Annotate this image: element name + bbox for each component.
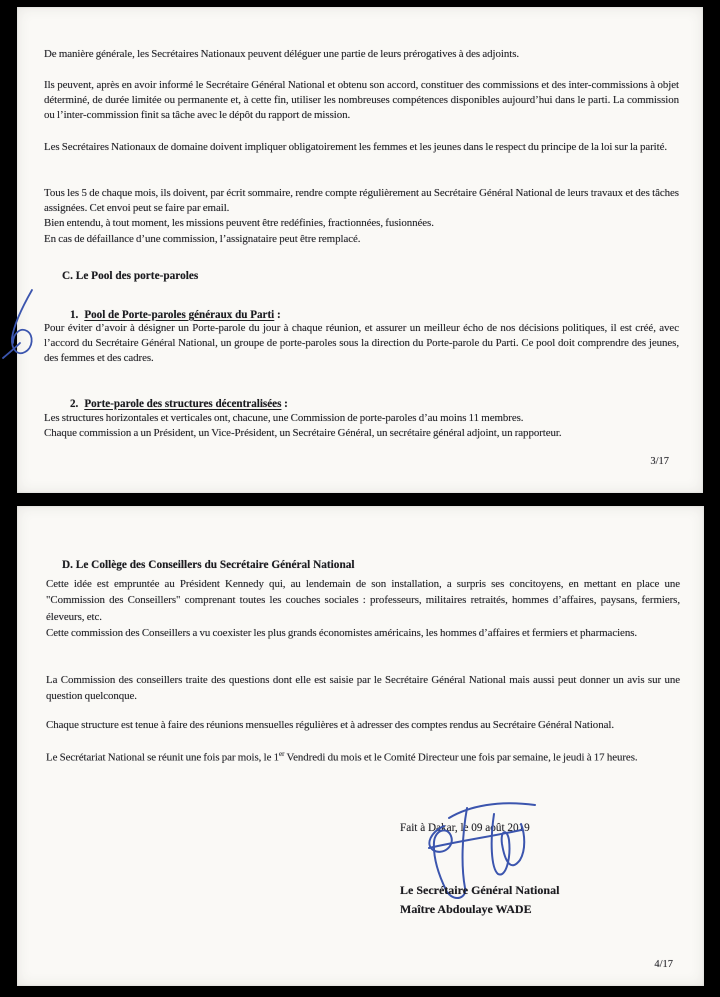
paragraph: La Commission des conseillers traite des questions dont elle est saisie par le Secrétaire Général National mais aussi peut donner un avis sur une question quelconque. (46, 674, 680, 703)
scanned-page-4 (17, 506, 704, 986)
subsection-title: Porte-parole des structures décentralisées (84, 397, 282, 410)
paragraph-text: Vendredi du mois et le Comité Directeur une fois par semaine, le jeudi à 17 heures. (284, 751, 638, 764)
paragraph: Chaque structure est tenue à faire des réunions mensuelles régulières et à adresser des comptes rendus au Secrétaire Général National. (46, 719, 614, 731)
section-heading-d: D. Le Collège des Conseillers du Secrétaire Général National (62, 559, 355, 572)
paragraph: Ils peuvent, après en avoir informé le Secrétaire Général National et obtenu son accord, constituer des commissions et des inter-commissions à objet déterminé, de durée limitée ou permanente et, à cette fin, utiliser les nombreuses compétences disponibles aujourd’hui dans le parti. La commission ou l’inter-commission finit sa tâche avec le dépôt du rapport de mission. (44, 79, 679, 122)
paragraph: Les structures horizontales et verticales ont, chacune, une Commission de porte-paroles d’au moins 11 membres. (44, 412, 524, 424)
section-heading-c: C. Le Pool des porte-paroles (62, 270, 199, 283)
handwritten-ink-mark-icon (0, 282, 46, 362)
paragraph-group (46, 576, 680, 642)
paragraph: Tous les 5 de chaque mois, ils doivent, par écrit sommaire, rendre compte régulièrement au Secrétaire Général National de leurs travaux et des tâches assignées. Cet envoi peut se faire par email. (44, 187, 679, 215)
dateline: Fait à Dakar, le 09 août 2019 (400, 822, 530, 834)
page-number: 4/17 (654, 959, 673, 970)
subsection-heading-2 (70, 398, 288, 410)
paragraph: Bien entendu, à tout moment, les missions peuvent être redéfinies, fractionnées, fusionnées. (44, 217, 434, 230)
subsection-title: Pool de Porte-paroles généraux du Parti (84, 308, 275, 321)
scanned-page-3 (17, 7, 703, 493)
paragraph-group (44, 411, 679, 441)
signatory-name: Maître Abdoulaye WADE (400, 902, 532, 916)
paragraph: Chaque commission a un Président, un Vice-Président, un Secrétaire Général, un secrétaire général adjoint, un rapporteur. (44, 427, 562, 440)
paragraph: Les Secrétaires Nationaux de domaine doivent impliquer obligatoirement les femmes et les jeunes dans le respect du principe de la loi sur la parité. (44, 141, 668, 153)
paragraph: Cette idée est empruntée au Président Kennedy qui, au lendemain de son installation, a surpris ses concitoyens, en mettant en place une "Commission des Conseillers" comprenant toutes les couches sociales : professeurs, militaires retraités, hommes d’affaires, paysans, fermiers, éleveurs, etc. (46, 578, 680, 623)
subsection-number: 1. (70, 308, 79, 321)
paragraph-text: Le Secrétariat National se réunit une fois par mois, le 1 (46, 751, 279, 764)
subsection-number: 2. (70, 397, 79, 410)
page-number: 3/17 (650, 456, 669, 467)
ordinal-superscript: er (279, 750, 285, 758)
paragraph: De manière générale, les Secrétaires Nationaux peuvent déléguer une partie de leurs prérogatives à des adjoints. (44, 48, 520, 60)
paragraph: Pour éviter d’avoir à désigner un Porte-parole du jour à chaque réunion, et assurer un meilleur écho de nos décisions politiques, il est créé, avec l’accord du Secrétaire Général National, un groupe de porte-paroles sous la direction du Porte-parole du Parti. Ce pool doit comprendre des jeunes, des femmes et des cadres. (44, 322, 679, 365)
subsection-colon: : (274, 308, 281, 321)
subsection-heading-1 (70, 309, 281, 321)
signatory-title: Le Secrétaire Général National (400, 883, 560, 897)
paragraph-group (44, 186, 679, 247)
paragraph (46, 746, 680, 766)
paragraph: Cette commission des Conseillers a vu coexister les plus grands économistes américains, les hommes d’affaires et fermiers et pharmaciens. (46, 627, 638, 640)
paragraph: En cas de défaillance d’une commission, l’assignataire peut être remplacé. (44, 232, 361, 245)
subsection-colon: : (281, 397, 288, 410)
